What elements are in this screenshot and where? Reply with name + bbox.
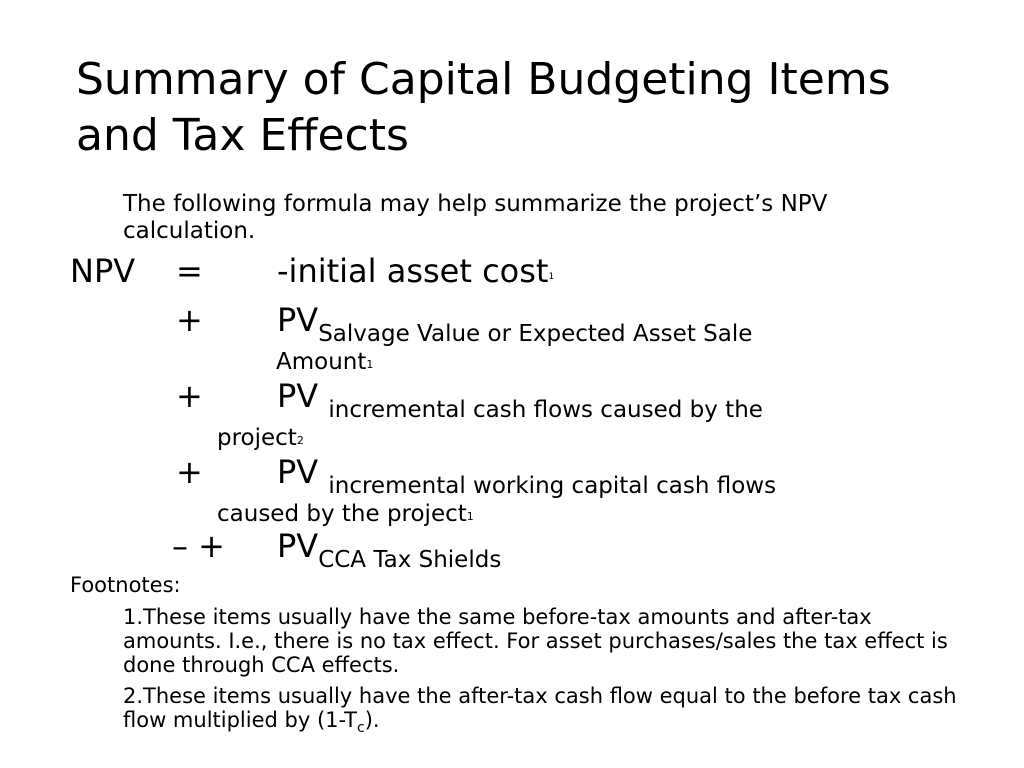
cca-subscript: CCA Tax Shields <box>318 547 502 573</box>
pv-label: PV <box>277 301 319 339</box>
intro-text: The following formula may help summarize the project’s NPV calculation. <box>123 191 828 244</box>
footnote-2 <box>123 684 973 735</box>
minus-plus-operator: – + <box>172 527 225 565</box>
pv-label: PV <box>277 453 319 491</box>
working-capital-subscript-cont <box>217 501 474 528</box>
plus-operator: + <box>176 301 203 339</box>
formula-line-working-capital <box>277 453 777 499</box>
initial-cost-text: -initial asset cost <box>277 252 549 290</box>
working-capital-subscript: incremental working capital cash flows <box>328 473 777 499</box>
npv-label: NPV <box>70 252 136 290</box>
footnotes-heading: Footnotes: <box>70 573 181 597</box>
footnote-marker: 1 <box>366 358 374 371</box>
salvage-subscript-cont <box>276 349 373 376</box>
slide-title: Summary of Capital Budgeting Items and Tax Effects <box>76 54 891 161</box>
incremental-subscript: incremental cash flows caused by the <box>328 397 763 423</box>
incremental-subscript-cont <box>217 425 304 452</box>
salvage-subscript: Salvage Value or Expected Asset Sale <box>318 321 753 347</box>
plus-operator: + <box>176 377 203 415</box>
formula-line-incremental <box>277 377 763 423</box>
pv-label: PV <box>277 377 319 415</box>
tax-rate-subscript: c <box>356 720 365 736</box>
equals-sign: = <box>176 252 203 290</box>
caused-by-project-text: caused by the project <box>217 501 467 527</box>
footnote-1: 1.These items usually have the same before-tax amounts and after-tax amounts. I.e., there is no tax effect. For asset purchases/sales the tax effect is done through CCA effects. <box>123 605 948 677</box>
plus-operator: + <box>176 453 203 491</box>
footnote-2-end: ). <box>364 708 380 732</box>
formula-line-initial-cost <box>277 253 554 289</box>
footnote-marker: 1 <box>466 510 474 523</box>
footnote-2-text: 2.These items usually have the after-tax cash flow equal to the before tax cash flow multiplied by (1-T <box>123 684 957 732</box>
footnote-marker: 2 <box>296 434 304 447</box>
footnote-marker: 1 <box>548 272 555 282</box>
formula-line-salvage <box>277 301 753 347</box>
formula-line-cca <box>277 527 502 573</box>
pv-label: PV <box>277 527 319 565</box>
project-text: project <box>217 425 297 451</box>
salvage-amount-text: Amount <box>276 349 367 375</box>
